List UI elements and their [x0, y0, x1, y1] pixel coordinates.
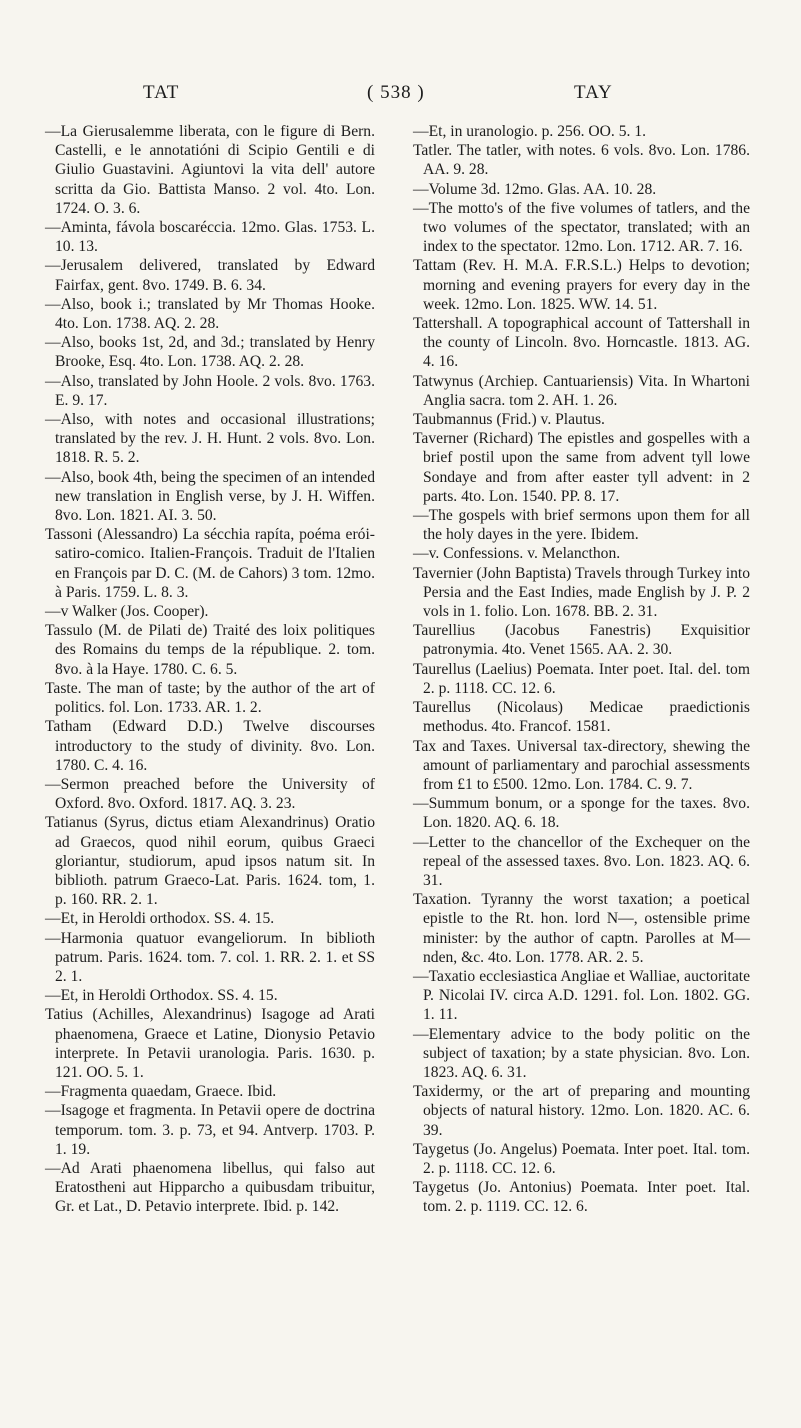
entry: Taurellus (Laelius) Poemata. Inter poet. Ital. del. tom 2. p. 1118. CC. 12. 6. — [413, 660, 750, 697]
entry: —Harmonia quatuor evangeliorum. In biblioth patrum. Paris. 1624. tom. 7. col. 1. RR. 2. 1. et SS 2. 1. — [45, 929, 375, 985]
entry: —Aminta, fávola boscaréccia. 12mo. Glas. 1753. L. 10. 13. — [45, 219, 375, 256]
entry: —Also, book 4th, being the specimen of an intended new translation in English verse, by J. H. Wiffen. 8vo. Lon. 1821. AI. 3. 50. — [45, 468, 375, 525]
entry: Taubmannus (Frid.) v. Plautus. — [413, 411, 605, 429]
page-number: ( 538 ) — [367, 82, 425, 103]
entry: Tattershall. A topographical account of Tattershall in the county of Lincoln. 8vo. Horncastle. 1813. AG. 4. 16. — [413, 315, 750, 371]
entry: Taste. The man of taste; by the author of the art of politics. fol. Lon. 1733. AR. 1. 2. — [45, 679, 375, 717]
entry: —Et, in Heroldi Orthodox. SS. 4. 15. — [45, 987, 278, 1005]
entry: Tatler. The tatler, with notes. 6 vols. 8vo. Lon. 1786. AA. 9. 28. — [413, 142, 750, 179]
header-left-guideword: TAT — [143, 82, 180, 103]
entry: Taygetus (Jo. Antonius) Poemata. Inter poet. Ital. tom. 2. p. 1119. CC. 12. 6. — [413, 1179, 750, 1216]
entry: —The gospels with brief sermons upon them for all the holy dayes in the yere. Ibidem. — [413, 507, 750, 544]
entry: Tatwynus (Archiep. Cantuariensis) Vita. In Whartoni Anglia sacra. tom 2. AH. 1. 26. — [413, 372, 750, 409]
entry: —Isagoge et fragmenta. In Petavii opere de doctrina temporum. tom. 3. p. 73, et 94. Antverp. 1703. P. 1. 19. — [45, 1102, 375, 1158]
entry: Tassulo (M. de Pilati de) Traité des loix politiques des Romains du temps de la république. 2. tom. 8vo. à la Haye. 1780. C. 6. 5. — [45, 622, 375, 678]
entry: —Volume 3d. 12mo. Glas. AA. 10. 28. — [413, 180, 657, 198]
entry: —La Gierusalemme liberata, con le figure di Bern. Castelli, e le annotatióni di Scipio Gentili e di Giulio Guastavini. Agiuntovi la vita dell' autore scritta da Gio. Battista Manso. 2 vol. 4to. Lon. 1724. O. 3. 6. — [45, 123, 375, 217]
entry: —Fragmenta quaedam, Graece. Ibid. — [45, 1083, 277, 1101]
entry: —Taxatio ecclesiastica Angliae et Walliae, auctoritate P. Nicolai IV. circa A.D. 1291. fol. Lon. 1802. GG. 1. 11. — [413, 967, 750, 1024]
entry: Taurellus (Nicolaus) Medicae praedictionis methodus. 4to. Francof. 1581. — [413, 699, 750, 736]
entry: Tavernier (John Baptista) Travels through Turkey into Persia and the East Indies, made English by J. P. 2 vols in 1. folio. Lon. 1678. BB. 2. 31. — [413, 564, 750, 621]
entry: —Jerusalem delivered, translated by Edward Fairfax, gent. 8vo. 1749. B. 6. 34. — [45, 257, 375, 294]
entry: —Also, books 1st, 2d, and 3d.; translated by Henry Brooke, Esq. 4to. Lon. 1738. AQ. 2. 28. — [45, 334, 375, 371]
entry: —Sermon preached before the University of Oxford. 8vo. Oxford. 1817. AQ. 3. 23. — [45, 775, 375, 813]
entry: Taygetus (Jo. Angelus) Poemata. Inter poet. Ital. tom. 2. p. 1118. CC. 12. 6. — [413, 1140, 750, 1177]
entry: —v. Confessions. v. Melancthon. — [413, 545, 621, 563]
entry: Taxation. Tyranny the worst taxation; a poetical epistle to the Rt. hon. lord N—, ostensible prime minister: by the author of captn. Parolles at M—nden, &c. 4to. Lon. 1778. AR. 2. 5. — [413, 891, 750, 966]
entry: —Et, in Heroldi orthodox. SS. 4. 15. — [45, 910, 275, 928]
entry: Tattam (Rev. H. M.A. F.R.S.L.) Helps to devotion; morning and evening prayers for every day in the week. 12mo. Lon. 1825. WW. 14. 51. — [413, 257, 750, 313]
entry: Tax and Taxes. Universal tax-directory, shewing the amount of parliamentary and parochial assessments from £1 to £500. 12mo. Lon. 1784. C. 9. 7. — [413, 737, 750, 793]
entry: —Also, with notes and occasional illustrations; translated by the rev. J. H. Hunt. 2 vols. 8vo. Lon. 1818. R. 5. 2. — [45, 411, 375, 467]
entry: Taverner (Richard) The epistles and gospelles with a brief postil upon the same from advent tyll lowe Sondaye and from after easter tyll advent: in 2 parts. 4to. Lon. 1540. PP. 8. 17. — [413, 430, 750, 505]
entry: Taxidermy, or the art of preparing and mounting objects of natural history. 12mo. Lon. 1820. AC. 6. 39. — [413, 1083, 750, 1139]
entry: —Elementary advice to the body politic on the subject of taxation; by a state physician. 8vo. Lon. 1823. AQ. 6. 31. — [413, 1025, 750, 1081]
entry: —v Walker (Jos. Cooper). — [45, 603, 209, 621]
right-column — [413, 122, 750, 1217]
entry: —The motto's of the five volumes of tatlers, and the two volumes of the spectator, translated; with an index to the spectator. 12mo. Lon. 1712. AR. 7. 16. — [413, 199, 750, 256]
page-header — [42, 82, 761, 110]
entry: Tatius (Achilles, Alexandrinus) Isagoge ad Arati phaenomena, Graece et Latine, Dionysio Petavio interprete. In Petavii uranologia. Paris. 1630. p. 121. OO. 5. 1. — [45, 1006, 375, 1081]
entry: —Letter to the chancellor of the Exchequer on the repeal of the assessed taxes. 8vo. Lon. 1823. AQ. 6. 31. — [413, 833, 750, 889]
entry: Taurellius (Jacobus Fanestris) Exquisitior patronymia. 4to. Venet 1565. AA. 2. 30. — [413, 622, 750, 659]
entry: —Also, translated by John Hoole. 2 vols. 8vo. 1763. E. 9. 17. — [45, 372, 375, 409]
header-right-guideword: TAY — [574, 82, 613, 103]
left-column — [45, 122, 375, 1217]
entry: —Et, in uranologio. p. 256. OO. 5. 1. — [413, 123, 647, 140]
entry: Tatianus (Syrus, dictus etiam Alexandrinus) Oratio ad Graecos, quod nihil eorum, quibus Graeci gloriantur, studiorum, apud ipsos natum sit. In biblioth. patrum Graeco-Lat. Paris. 1624. tom, 1. p. 160. RR. 2. 1. — [45, 814, 375, 909]
entry: Tassoni (Alessandro) La sécchia rapíta, poéma erói-satiro-comico. Italien-François. Traduit de l'Italien en François par D. C. (M. de Cahors) 3 tom. 12mo. à Paris. 1759. L. 8. 3. — [45, 526, 375, 601]
entry: —Summum bonum, or a sponge for the taxes. 8vo. Lon. 1820. AQ. 6. 18. — [413, 795, 750, 832]
entry: —Ad Arati phaenomena libellus, qui falso aut Eratostheni aut Hipparcho a quibusdam tribuitur, Gr. et Lat., D. Petavio interprete. Ibid. p. 142. — [45, 1159, 375, 1216]
entry: Tatham (Edward D.D.) Twelve discourses introductory to the study of divinity. 8vo. Lon. 1780. C. 4. 16. — [45, 718, 375, 774]
entry: —Also, book i.; translated by Mr Thomas Hooke. 4to. Lon. 1738. AQ. 2. 28. — [45, 295, 375, 333]
